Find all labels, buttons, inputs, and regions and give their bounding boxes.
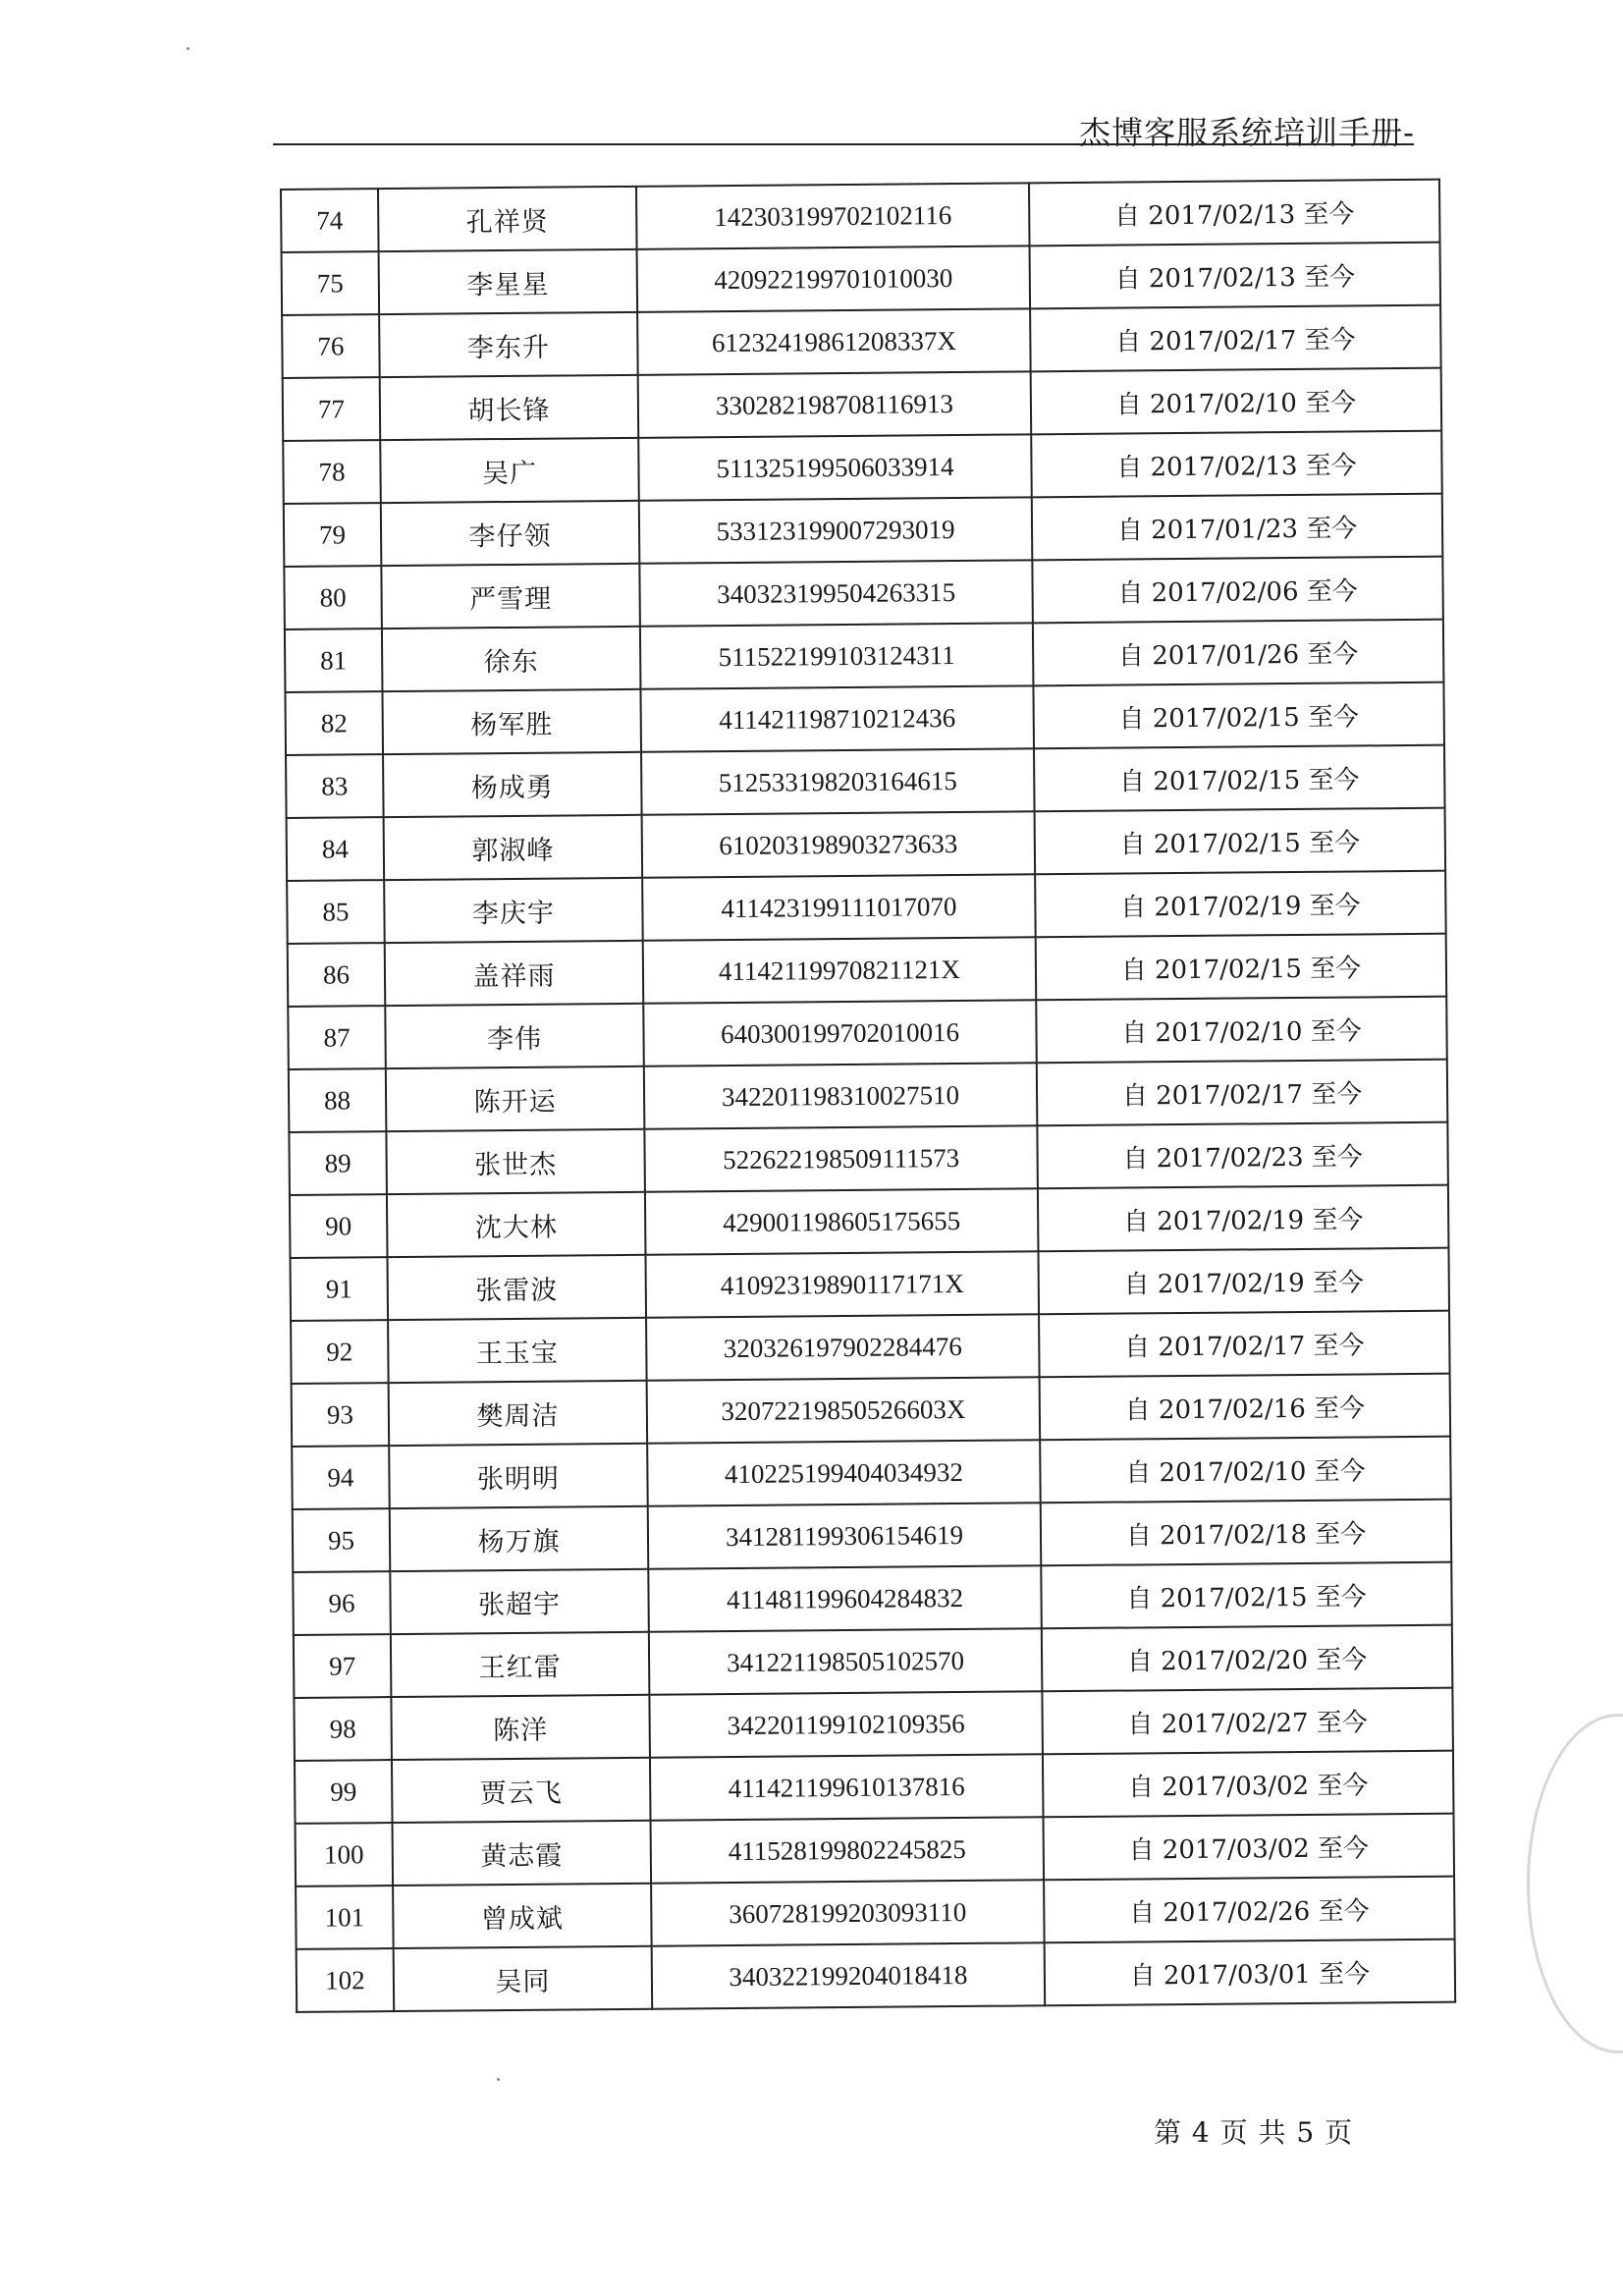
table-row — [284, 494, 1443, 567]
row-number-cell: 81 — [285, 629, 383, 692]
row-number-cell: 82 — [285, 691, 383, 755]
employment-period-cell: 自 2017/02/19 至今 — [1038, 1185, 1449, 1252]
table-row — [297, 1940, 1456, 2012]
id-number-cell: 610203198903273633 — [642, 811, 1036, 877]
name-cell: 胡长锋 — [380, 375, 639, 440]
id-number-cell: 420922199701010030 — [637, 246, 1031, 311]
name-cell: 张明明 — [389, 1444, 648, 1508]
employment-period-cell: 自 2017/02/16 至今 — [1040, 1374, 1451, 1441]
employment-period-cell: 自 2017/01/26 至今 — [1033, 620, 1444, 686]
employment-period-cell: 自 2017/02/19 至今 — [1038, 1248, 1449, 1315]
id-number-cell: 522622198509111573 — [644, 1125, 1038, 1191]
id-number-cell: 342201198310027510 — [644, 1063, 1038, 1128]
employment-period-cell: 自 2017/02/27 至今 — [1042, 1688, 1453, 1755]
employment-period-cell: 自 2017/02/10 至今 — [1036, 997, 1447, 1064]
employment-period-cell: 自 2017/02/10 至今 — [1031, 368, 1442, 435]
row-number-cell: 102 — [297, 1948, 395, 2012]
employment-period-cell: 自 2017/03/02 至今 — [1043, 1751, 1454, 1818]
name-cell: 张雷波 — [387, 1255, 646, 1320]
table-row — [282, 305, 1441, 378]
row-number-cell: 78 — [283, 440, 381, 504]
id-number-cell: 512533198203164615 — [641, 748, 1035, 814]
employment-period-cell: 自 2017/03/02 至今 — [1044, 1814, 1455, 1881]
table-row — [288, 934, 1447, 1007]
id-number-cell: 411423199111017070 — [642, 874, 1036, 940]
name-cell: 杨万旗 — [390, 1506, 649, 1571]
name-cell: 贾云飞 — [392, 1758, 651, 1823]
name-cell: 杨成勇 — [383, 752, 642, 817]
row-number-cell: 98 — [294, 1697, 392, 1761]
id-number-cell: 533123199007293019 — [639, 497, 1033, 563]
name-cell: 张超宇 — [390, 1569, 649, 1634]
row-number-cell: 100 — [296, 1823, 394, 1886]
name-cell: 张世杰 — [386, 1129, 645, 1194]
stamp-seal-icon — [1527, 1714, 1623, 2053]
table-row — [283, 431, 1442, 504]
roster-table — [280, 179, 1456, 2013]
table-row — [285, 620, 1444, 692]
employment-period-cell: 自 2017/02/20 至今 — [1042, 1625, 1453, 1692]
name-cell: 李东升 — [379, 312, 638, 377]
name-cell: 李星星 — [379, 249, 638, 314]
table-row — [293, 1562, 1452, 1635]
name-cell: 李仔领 — [381, 501, 640, 566]
name-cell: 王玉宝 — [388, 1318, 647, 1383]
table-row — [296, 1814, 1455, 1886]
scan-speck — [497, 2078, 500, 2081]
roster-table-body — [281, 180, 1455, 2012]
row-number-cell: 79 — [284, 503, 382, 567]
table-row — [291, 1311, 1450, 1384]
name-cell: 杨军胜 — [382, 689, 641, 754]
employment-period-cell: 自 2017/02/15 至今 — [1034, 745, 1445, 812]
row-number-cell: 92 — [291, 1320, 389, 1384]
table-row — [292, 1374, 1451, 1447]
id-number-cell: 410225199404034932 — [647, 1440, 1041, 1505]
id-number-cell: 340323199504263315 — [639, 560, 1033, 626]
row-number-cell: 91 — [291, 1257, 389, 1321]
id-number-cell: 320326197902284476 — [646, 1314, 1040, 1380]
row-number-cell: 85 — [287, 880, 385, 944]
name-cell: 李伟 — [385, 1004, 644, 1068]
row-number-cell: 97 — [294, 1634, 392, 1698]
table-row — [287, 871, 1446, 944]
row-number-cell: 76 — [282, 314, 380, 378]
employment-period-cell: 自 2017/02/15 至今 — [1035, 808, 1446, 875]
id-number-cell: 340322199204018418 — [652, 1942, 1046, 2008]
name-cell: 陈开运 — [386, 1066, 645, 1131]
id-number-cell: 511522199103124311 — [640, 623, 1034, 688]
row-number-cell: 84 — [287, 817, 385, 881]
table-row — [281, 180, 1440, 252]
table-row — [289, 1122, 1448, 1195]
table-row — [294, 1625, 1453, 1698]
table-row — [282, 243, 1441, 315]
row-number-cell: 86 — [288, 943, 386, 1007]
id-number-cell: 411421199610137816 — [650, 1754, 1044, 1820]
row-number-cell: 93 — [292, 1383, 390, 1447]
employment-period-cell: 自 2017/02/26 至今 — [1044, 1877, 1455, 1943]
name-cell: 陈洋 — [391, 1695, 650, 1760]
id-number-cell: 341221198505102570 — [649, 1628, 1043, 1694]
id-number-cell: 330282198708116913 — [638, 371, 1032, 437]
table-row — [296, 1877, 1455, 1949]
page-number: 第 4 页 共 5 页 — [1154, 2116, 1354, 2149]
row-number-cell: 101 — [296, 1886, 394, 1949]
id-number-cell: 511325199506033914 — [638, 434, 1032, 500]
row-number-cell: 88 — [289, 1068, 387, 1132]
scan-speck — [187, 47, 189, 50]
employment-period-cell: 自 2017/02/15 至今 — [1036, 934, 1447, 1001]
employment-period-cell: 自 2017/02/10 至今 — [1040, 1437, 1451, 1503]
name-cell: 沈大林 — [387, 1192, 646, 1257]
employment-period-cell: 自 2017/02/17 至今 — [1030, 305, 1441, 372]
employment-period-cell: 自 2017/02/13 至今 — [1030, 243, 1441, 309]
id-number-cell: 411421198710212436 — [640, 685, 1034, 751]
id-number-cell: 341281199306154619 — [648, 1503, 1042, 1568]
table-row — [294, 1688, 1453, 1761]
name-cell: 王红雷 — [391, 1632, 650, 1697]
table-row — [288, 997, 1447, 1069]
name-cell: 郭淑峰 — [384, 815, 643, 880]
table-row — [286, 745, 1445, 818]
row-number-cell: 77 — [283, 377, 381, 441]
employment-period-cell: 自 2017/02/13 至今 — [1029, 180, 1440, 246]
row-number-cell: 83 — [286, 754, 384, 818]
table-row — [292, 1437, 1451, 1509]
id-number-cell: 342201199102109356 — [649, 1691, 1043, 1757]
id-number-cell: 429001198605175655 — [645, 1188, 1039, 1254]
row-number-cell: 90 — [290, 1194, 388, 1258]
employment-period-cell: 自 2017/02/15 至今 — [1041, 1562, 1452, 1629]
id-number-cell: 640300199702010016 — [643, 1000, 1037, 1066]
header-divider — [273, 143, 1414, 145]
name-cell: 盖祥雨 — [385, 941, 644, 1006]
employment-period-cell: 自 2017/02/17 至今 — [1039, 1311, 1450, 1378]
table-row — [295, 1751, 1454, 1824]
name-cell: 严雪理 — [381, 564, 640, 629]
row-number-cell: 94 — [292, 1446, 390, 1509]
table-row — [291, 1248, 1450, 1321]
name-cell: 樊周洁 — [389, 1381, 648, 1446]
employment-period-cell: 自 2017/02/19 至今 — [1035, 871, 1446, 938]
name-cell: 吴广 — [380, 438, 639, 503]
name-cell: 曾成斌 — [393, 1884, 652, 1948]
row-number-cell: 99 — [295, 1760, 393, 1824]
employment-period-cell: 自 2017/02/06 至今 — [1032, 557, 1443, 624]
table-row — [285, 683, 1444, 755]
employment-period-cell: 自 2017/03/01 至今 — [1045, 1940, 1456, 2006]
id-number-cell: 142303199702102116 — [636, 183, 1030, 248]
employment-period-cell: 自 2017/02/13 至今 — [1031, 431, 1442, 498]
id-number-cell: 61232419861208337X — [637, 308, 1031, 374]
employment-period-cell: 自 2017/01/23 至今 — [1032, 494, 1443, 561]
row-number-cell: 95 — [293, 1508, 391, 1572]
header-title: 杰博客服系统培训手册- — [1079, 114, 1415, 151]
table-row — [283, 368, 1442, 441]
id-number-cell: 41092319890117171X — [645, 1251, 1039, 1317]
row-number-cell: 89 — [289, 1131, 387, 1195]
name-cell: 黄志霞 — [393, 1821, 652, 1886]
id-number-cell: 411481199604284832 — [648, 1565, 1042, 1631]
table-row — [289, 1060, 1448, 1132]
row-number-cell: 80 — [284, 566, 382, 629]
row-number-cell: 96 — [293, 1571, 391, 1635]
row-number-cell: 87 — [288, 1006, 386, 1069]
name-cell: 孔祥贤 — [378, 187, 637, 251]
employment-period-cell: 自 2017/02/23 至今 — [1037, 1122, 1448, 1189]
table-row — [290, 1185, 1449, 1258]
id-number-cell: 32072219850526603X — [647, 1377, 1041, 1443]
row-number-cell: 75 — [282, 251, 380, 315]
table-row — [287, 808, 1446, 881]
employment-period-cell: 自 2017/02/18 至今 — [1041, 1500, 1452, 1566]
table-row — [284, 557, 1443, 629]
row-number-cell: 74 — [281, 189, 379, 252]
id-number-cell: 41142119970821121X — [643, 937, 1037, 1003]
employment-period-cell: 自 2017/02/15 至今 — [1033, 683, 1444, 749]
name-cell: 李庆宇 — [384, 878, 643, 943]
employment-period-cell: 自 2017/02/17 至今 — [1037, 1060, 1448, 1126]
name-cell: 吴同 — [394, 1946, 653, 2011]
id-number-cell: 411528199802245825 — [651, 1817, 1045, 1883]
name-cell: 徐东 — [382, 627, 641, 691]
id-number-cell: 360728199203093110 — [651, 1880, 1045, 1945]
table-row — [293, 1500, 1452, 1572]
